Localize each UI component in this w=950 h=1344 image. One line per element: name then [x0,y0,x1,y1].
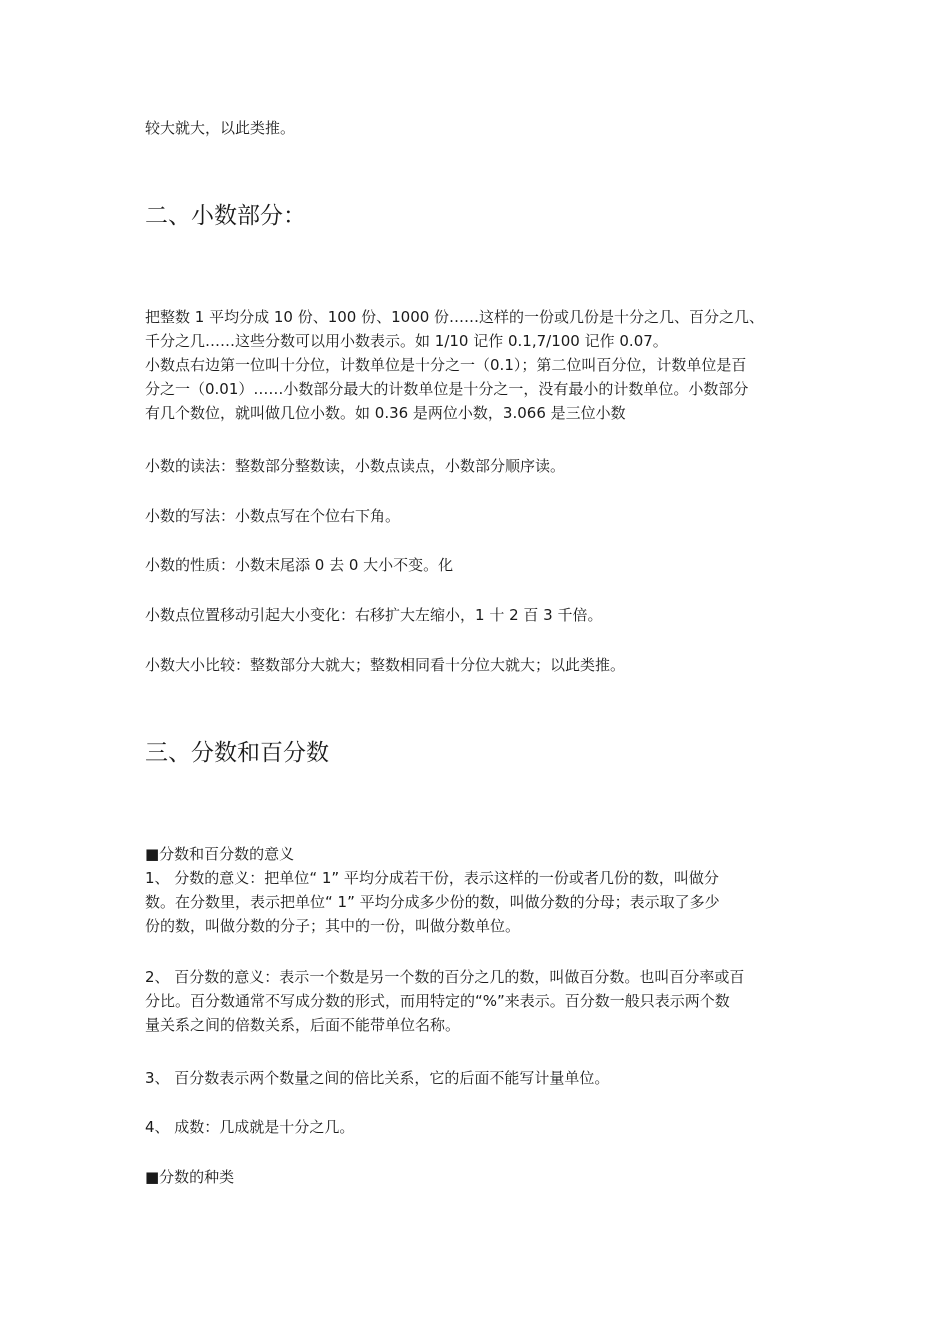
text-line: 份的数，叫做分数的分子；其中的一份，叫做分数单位。 [145,917,521,935]
section-heading-fractions: 三、分数和百分数 [145,740,329,766]
text-line: 量关系之间的倍数关系，后面不能带单位名称。 [145,1016,461,1034]
decimal-definition-paragraph [145,305,810,425]
decimal-writing-rule: 小数的写法：小数点写在个位右下角。 [145,507,401,525]
text-line: 2、 百分数的意义：表示一个数是另一个数的百分之几的数，叫做百分数。也叫百分率或百 [145,968,745,986]
text-line: 有几个数位，就叫做几位小数。如 0.36 是两位小数，3.066 是三位小数 [145,404,626,422]
decimal-point-moving-rule: 小数点位置移动引起大小变化：右移扩大左缩小，1 十 2 百 3 千倍。 [145,606,603,624]
decimal-reading-rule: 小数的读法：整数部分整数读，小数点读点，小数部分顺序读。 [145,457,566,475]
decimal-compare-rule: 小数大小比较：整数部分大就大；整数相同看十分位大就大；以此类推。 [145,656,626,674]
section-heading-decimals: 二、小数部分： [145,203,306,229]
text-line: 1、 分数的意义：把单位“ 1” 平均分成若干份，表示这样的一份或者几份的数，叫做分 [145,869,719,887]
percentage-meaning-item-2 [145,965,810,1037]
fraction-meaning-item-1 [145,866,810,938]
cheng-shu-item-4: 4、 成数：几成就是十分之几。 [145,1118,355,1136]
text-line: 数。在分数里，表示把单位“ 1” 平均分成多少份的数，叫做分数的分母；表示取了多少 [145,893,720,911]
percentage-ratio-item-3: 3、 百分数表示两个数量之间的倍比关系，它的后面不能写计量单位。 [145,1069,610,1087]
decimal-property-rule: 小数的性质：小数末尾添 0 去 0 大小不变。化 [145,556,454,574]
text-line: 千分之几……这些分数可以用小数表示。如 1/10 记作 0.1,7/100 记作 0.07。 [145,332,668,350]
intro-continuation: 较大就大，以此类推。 [145,119,296,137]
text-line: 小数点右边第一位叫十分位，计数单位是十分之一（0.1）；第二位叫百分位，计数单位是百 [145,356,747,374]
text-line: 分比。百分数通常不写成分数的形式，而用特定的“%”来表示。百分数一般只表示两个数 [145,992,730,1010]
text-line: 把整数 1 平均分成 10 份、100 份、1000 份……这样的一份或几份是十分之几、百分之几、 [145,308,765,326]
subheading-fraction-types: ■分数的种类 [145,1168,235,1186]
subheading-fraction-meaning: ■分数和百分数的意义 [145,845,295,863]
text-line: 分之一（0.01）……小数部分最大的计数单位是十分之一，没有最小的计数单位。小数部分 [145,380,749,398]
